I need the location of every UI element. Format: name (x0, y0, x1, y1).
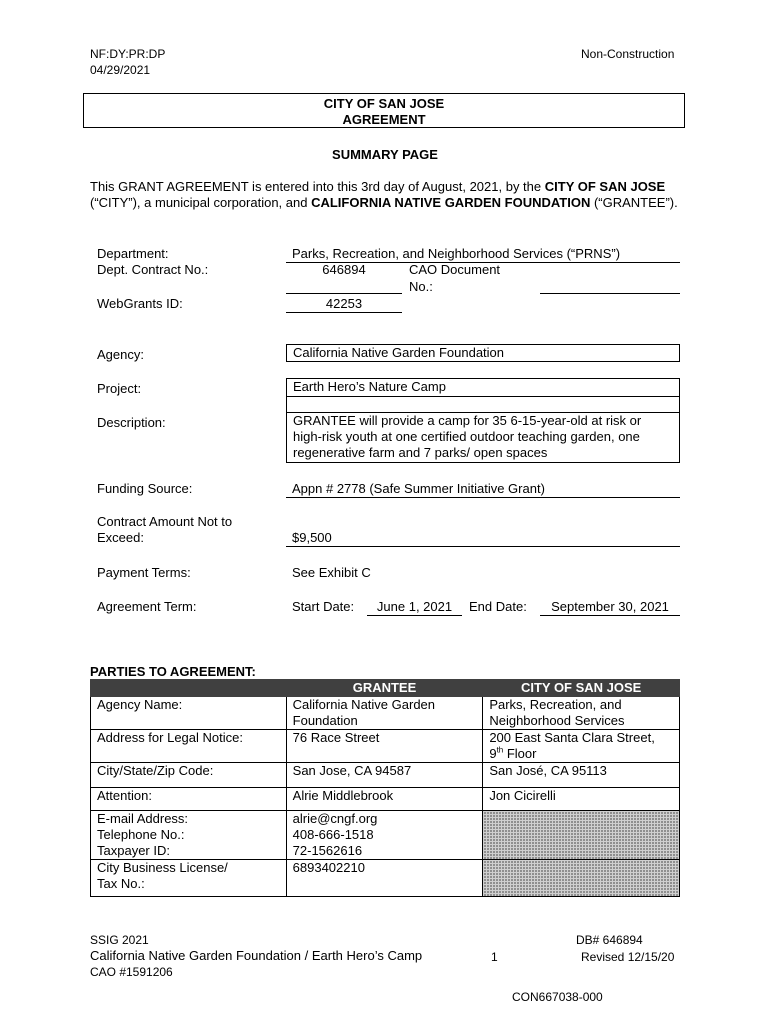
phone-grantee: 408-666-1518 (292, 827, 374, 842)
address-grantee: 76 Race Street (286, 730, 483, 763)
project-divider (287, 396, 679, 397)
phone-label: Telephone No.: (97, 827, 185, 842)
parties-header-row (91, 680, 680, 697)
intro-text-3: (“GRANTEE”). (590, 195, 678, 210)
table-row (91, 811, 680, 860)
cao-underline (540, 293, 680, 294)
city-column-header: CITY OF SAN JOSE (483, 680, 680, 697)
contact-labels (91, 811, 287, 860)
address-label: Address for Legal Notice: (91, 730, 287, 763)
term-label: Agreement Term: (97, 599, 197, 614)
description-value: GRANTEE will provide a camp for 35 6-15-year-old at risk or high-risk youth at one certified outdoor teaching garden, one regenerative farm and 7 parks/ open spaces (286, 412, 680, 463)
summary-heading: SUMMARY PAGE (332, 147, 438, 162)
address-city-floor (489, 746, 673, 762)
city-license-shaded-cell (483, 860, 680, 897)
intro-grantee: CALIFORNIA NATIVE GARDEN FOUNDATION (311, 195, 591, 210)
contact-values-grantee (286, 811, 483, 860)
grantee-column-header: GRANTEE (286, 680, 483, 697)
intro-text-2: (“CITY”), a municipal corporation, and (90, 195, 312, 210)
funding-value: Appn # 2778 (Safe Summer Initiative Grant) (286, 481, 680, 498)
footer-con: CON667038-000 (512, 990, 603, 1004)
parties-heading: PARTIES TO AGREEMENT: (90, 664, 256, 679)
footer-revised: Revised 12/15/20 (581, 950, 675, 964)
license-labels (91, 860, 287, 897)
department-label: Department: (97, 246, 169, 261)
intro-text-1: This GRANT AGREEMENT is entered into this 3rd day of August, 2021, by the (90, 179, 545, 194)
license-grantee: 6893402210 (286, 860, 483, 897)
project-label: Project: (97, 381, 142, 396)
footer-db: DB# 646894 (576, 933, 643, 947)
csz-label: City/State/Zip Code: (91, 763, 287, 788)
intro-paragraph (90, 179, 680, 211)
floor-word: Floor (503, 746, 537, 761)
email-grantee: alrie@cngf.org (292, 811, 378, 826)
title-line-1: CITY OF SAN JOSE (323, 96, 445, 111)
contract-label: Dept. Contract No.: (97, 262, 209, 277)
project-value: Earth Hero’s Nature Camp (293, 379, 446, 394)
license-label-2: Tax No.: (97, 876, 145, 891)
email-label: E-mail Address: (97, 811, 189, 826)
attention-label: Attention: (91, 788, 287, 811)
table-row (91, 763, 680, 788)
address-city (483, 730, 680, 763)
contract-value: 646894 (322, 262, 366, 277)
agency-name-label: Agency Name: (91, 697, 287, 730)
cao-label-2: No.: (409, 279, 433, 294)
table-row (91, 730, 680, 763)
start-value: June 1, 2021 (367, 599, 462, 616)
header-date: 04/29/2021 (90, 63, 151, 77)
end-label: End Date: (469, 599, 527, 614)
amount-label-2: Exceed: (97, 530, 144, 545)
contract-underline (286, 293, 402, 294)
intro-city: CITY OF SAN JOSE (544, 179, 666, 194)
department-value: Parks, Recreation, and Neighborhood Services (“PRNS”) (286, 246, 680, 263)
parties-table (90, 679, 680, 897)
footer-cao: CAO #1591206 (90, 965, 173, 979)
taxpayer-label: Taxpayer ID: (97, 843, 170, 858)
header-blank-cell (91, 680, 287, 697)
attention-grantee: Alrie Middlebrook (286, 788, 483, 811)
header-code: NF:DY:PR:DP (90, 47, 166, 61)
floor-number: 9 (489, 746, 497, 761)
cao-label-1: CAO Document (409, 262, 501, 277)
header-type: Non-Construction (581, 47, 675, 61)
footer-doc-title: California Native Garden Foundation / Earth Hero’s Camp (90, 948, 423, 963)
agency-name-city: Parks, Recreation, and Neighborhood Services (483, 697, 680, 730)
amount-label-1: Contract Amount Not to (97, 514, 233, 529)
agency-value: California Native Garden Foundation (286, 344, 680, 362)
end-value: September 30, 2021 (540, 599, 680, 616)
amount-value: $9,500 (286, 530, 680, 547)
description-label: Description: (97, 415, 166, 430)
attention-city: Jon Cicirelli (483, 788, 680, 811)
title-box (83, 93, 685, 128)
csz-grantee: San Jose, CA 94587 (286, 763, 483, 788)
project-box (286, 378, 680, 413)
webgrants-value: 42253 (286, 296, 402, 313)
table-row (91, 860, 680, 897)
taxpayer-grantee: 72-1562616 (292, 843, 363, 858)
webgrants-label: WebGrants ID: (97, 296, 183, 311)
table-row (91, 788, 680, 811)
address-city-street: 200 East Santa Clara Street, (489, 730, 655, 745)
floor-suffix: th (496, 745, 504, 755)
payment-value: See Exhibit C (292, 565, 371, 580)
title-line-2: AGREEMENT (342, 112, 426, 127)
csz-city: San José, CA 95113 (483, 763, 680, 788)
license-label-1: City Business License/ (97, 860, 228, 875)
footer-ssig: SSIG 2021 (90, 933, 149, 947)
agency-name-grantee: California Native Garden Foundation (286, 697, 483, 730)
city-contact-shaded-cell (483, 811, 680, 860)
start-label: Start Date: (292, 599, 355, 614)
funding-label: Funding Source: (97, 481, 193, 496)
payment-label: Payment Terms: (97, 565, 191, 580)
table-row (91, 697, 680, 730)
footer-page-number: 1 (491, 950, 498, 964)
agency-label: Agency: (97, 347, 144, 362)
